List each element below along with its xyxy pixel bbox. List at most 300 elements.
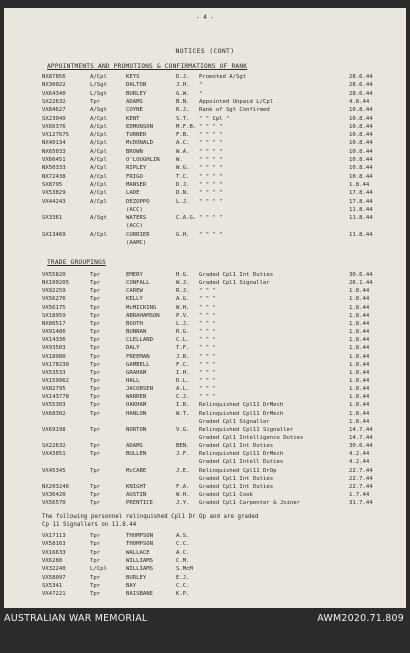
date: 1.8.44 xyxy=(349,296,370,303)
record-row xyxy=(4,541,406,548)
record-row xyxy=(4,419,406,426)
rank: Tpr xyxy=(90,443,101,450)
date: 10.8.44 xyxy=(349,115,373,122)
date: 1.8.44 xyxy=(349,312,370,319)
rank: Tpr xyxy=(90,492,101,499)
record-row xyxy=(4,280,406,287)
initials: A.S. xyxy=(176,533,190,539)
initials: A.C. xyxy=(176,140,190,147)
surname: KENT xyxy=(126,115,140,122)
service-number: VX45345 xyxy=(42,467,66,474)
description: Graded Cpl1 Int Duties xyxy=(199,483,274,490)
record-row xyxy=(4,272,406,279)
service-number: NX203246 xyxy=(42,483,69,490)
date: 1.8.44 xyxy=(349,181,370,188)
rank: Tpr xyxy=(90,98,101,105)
surname: FREEMAN xyxy=(126,353,150,360)
service-number: NX50333 xyxy=(42,165,66,172)
date: 1.8.44 xyxy=(349,304,370,311)
record-row xyxy=(4,124,406,131)
record-row xyxy=(4,157,406,164)
date: 1.8.44 xyxy=(349,369,370,376)
service-number: SX18959 xyxy=(42,312,66,319)
initials: M.F.B. xyxy=(176,123,197,130)
initials: F.A. xyxy=(176,483,190,490)
surname: MANSER xyxy=(126,181,147,188)
record-row xyxy=(4,386,406,393)
service-number: NX100205 xyxy=(42,280,69,287)
surname: (AAMC) xyxy=(126,240,147,246)
initials: K.P. xyxy=(176,591,190,598)
rank: A/Cpl xyxy=(90,74,107,80)
description: " " " " xyxy=(199,173,223,180)
description: " xyxy=(199,90,203,97)
service-number: VX178230 xyxy=(42,361,69,368)
description: " " " " xyxy=(199,231,223,238)
surname: LADE xyxy=(126,190,140,197)
record-row xyxy=(4,337,406,344)
rank: Tpr xyxy=(90,320,101,327)
description: Promoted A/Sgt xyxy=(199,74,247,80)
initials: C.L. xyxy=(176,337,190,344)
date: 30.6.44 xyxy=(349,443,373,450)
initials: C.J. xyxy=(176,394,190,401)
record-row xyxy=(4,321,406,328)
description: " " Cpl " xyxy=(199,115,230,122)
description: Graded Cpl1 Signaller xyxy=(199,280,270,287)
date: 1.8.44 xyxy=(349,377,370,384)
rank: A/Cpl xyxy=(90,148,107,155)
rank: Tpr xyxy=(90,288,101,295)
surname: WILLIAMS xyxy=(126,557,153,564)
rank: Tpr xyxy=(90,402,101,409)
surname: CLELLAND xyxy=(126,337,153,344)
date: 1.8.44 xyxy=(349,345,370,352)
rank: A/Cpl xyxy=(90,132,107,139)
date: 10.8.44 xyxy=(349,173,373,180)
rank: Tpr xyxy=(90,296,101,303)
initials: R.J. xyxy=(176,288,190,295)
record-row xyxy=(4,165,406,172)
surname: DALY xyxy=(126,345,140,352)
surname: HANLON xyxy=(126,410,147,417)
initials: L.J. xyxy=(176,198,190,205)
date: 22.7.44 xyxy=(349,467,373,474)
service-number: VX64340 xyxy=(42,90,66,97)
initials: W.H. xyxy=(176,304,190,311)
surname: ADAMS xyxy=(126,443,143,450)
surname: BAY xyxy=(126,582,137,589)
date: 14.7.44 xyxy=(349,435,373,441)
surname: BOOTH xyxy=(126,320,143,327)
initials: C.C. xyxy=(176,541,190,548)
page-title: NOTICES (CONT) xyxy=(175,47,235,55)
initials: D.L. xyxy=(176,377,190,384)
description: " " " " xyxy=(199,123,223,130)
initials: W.T. xyxy=(176,410,190,417)
rank: L/Sgt xyxy=(90,90,107,97)
record-row xyxy=(4,345,406,352)
date: 14.7.44 xyxy=(349,426,373,433)
record-row xyxy=(4,313,406,320)
rank: Tpr xyxy=(90,304,101,311)
service-number: NX87856 xyxy=(42,74,66,80)
description: " " " " xyxy=(199,132,223,139)
rank: A/Cpl xyxy=(90,123,107,130)
record-row xyxy=(4,394,406,401)
surname: GAMBELL xyxy=(126,361,150,368)
surname: (ACC) xyxy=(126,206,143,213)
surname: KELLY xyxy=(126,296,143,303)
surname: CONFALL xyxy=(126,280,150,287)
record-row xyxy=(4,140,406,147)
record-row xyxy=(4,240,406,247)
record-row xyxy=(4,190,406,197)
initials: V.G. xyxy=(176,426,190,433)
description: " " " xyxy=(199,377,216,384)
rank: Tpr xyxy=(90,574,101,581)
description: Relinquished Cpl11 DrMech xyxy=(199,410,284,417)
surname: GRAHAM xyxy=(126,369,147,376)
date: 22.7.44 xyxy=(349,483,373,490)
initials: E.J. xyxy=(176,574,190,581)
surname: KNIGHT xyxy=(126,483,147,490)
surname: WATERS xyxy=(126,215,147,222)
surname: COYNE xyxy=(126,107,143,114)
record-row xyxy=(4,99,406,106)
description: Graded Cpl1 Int Duties xyxy=(199,272,274,278)
initials: C.M. xyxy=(176,557,190,564)
record-row xyxy=(4,451,406,458)
record-row xyxy=(4,232,406,239)
initials: G.H. xyxy=(176,231,190,238)
date: 1.8.44 xyxy=(349,337,370,344)
rank: A/Cpl xyxy=(90,231,107,238)
initials: A.L. xyxy=(176,386,190,393)
description: " " " xyxy=(199,288,216,295)
date: 1.8.44 xyxy=(349,353,370,360)
rank: Tpr xyxy=(90,410,101,417)
description: " " " " xyxy=(199,157,223,163)
description: " " " " xyxy=(199,215,223,222)
initials: T.C. xyxy=(176,173,190,180)
date: 10.8.44 xyxy=(349,165,373,172)
record-row xyxy=(4,370,406,377)
initials: P.V. xyxy=(176,312,190,319)
surname: PRENTICE xyxy=(126,500,153,507)
record-row xyxy=(4,435,406,442)
description: " " " xyxy=(199,361,216,368)
record-row xyxy=(4,223,406,230)
description: " xyxy=(199,82,203,89)
initials: B.N. xyxy=(176,98,190,105)
date: 4.8.44 xyxy=(349,98,370,105)
date: 1.8.44 xyxy=(349,288,370,295)
surname: (ACC) xyxy=(126,223,143,230)
date: 10.8.44 xyxy=(349,148,373,155)
description: " " " " xyxy=(199,148,223,155)
initials: BEN. xyxy=(176,443,190,450)
initials: S.T. xyxy=(176,115,190,122)
initials: T.F. xyxy=(176,345,190,352)
rank: A/Sgt xyxy=(90,107,107,114)
rank: L/Sgt xyxy=(90,82,107,89)
date: 1.8.44 xyxy=(349,394,370,401)
date: 11.8.44 xyxy=(349,231,373,238)
description: " " " xyxy=(199,296,216,303)
initials: C.A.G. xyxy=(176,215,197,222)
service-number: VX32240 xyxy=(42,566,66,573)
surname: BUNNAN xyxy=(126,329,147,336)
date: 11.8.44 xyxy=(349,206,373,213)
initials: D.J. xyxy=(176,74,190,80)
rank: Tpr xyxy=(90,483,101,490)
date: 10.8.44 xyxy=(349,107,373,114)
record-row xyxy=(4,575,406,582)
service-number: VX18980 xyxy=(42,353,66,360)
initials: W. xyxy=(176,157,183,163)
record-row xyxy=(4,443,406,450)
record-row xyxy=(4,354,406,361)
description: Relinquished Cpl11 DrMech xyxy=(199,451,284,458)
service-number: VX91486 xyxy=(42,329,66,336)
service-number: VX36420 xyxy=(42,492,66,499)
surname: THOMPSON xyxy=(126,541,153,548)
rank: Tpr xyxy=(90,426,101,433)
date: 28.6.44 xyxy=(349,90,373,97)
service-number: VX92259 xyxy=(42,288,66,295)
caption-accession-number: AWM2020.71.809 xyxy=(317,613,404,624)
service-number: VX58097 xyxy=(42,574,66,581)
date: 31.7.44 xyxy=(349,500,373,507)
surname: WILLIAMS xyxy=(126,566,153,573)
description: Graded Cpl1 Signaller xyxy=(199,418,270,425)
service-number: NX30022 xyxy=(42,82,66,89)
surname: WALLACE xyxy=(126,549,150,556)
rank: Tpr xyxy=(90,541,101,548)
rank: Tpr xyxy=(90,280,101,287)
description: " " " xyxy=(199,312,216,319)
description: " " " " xyxy=(199,165,223,172)
service-number: VX56570 xyxy=(42,500,66,507)
rank: Tpr xyxy=(90,386,101,393)
record-row xyxy=(4,174,406,181)
surname: ADAMS xyxy=(126,98,143,105)
record-row xyxy=(4,296,406,303)
rank: A/Sgt xyxy=(90,215,107,222)
service-number: VX69198 xyxy=(42,426,66,433)
initials: F.B. xyxy=(176,132,190,139)
date: 10.8.44 xyxy=(349,157,373,163)
record-row xyxy=(4,199,406,206)
description: Graded Cpl1 Int Duties xyxy=(199,443,274,450)
rank: L/Cpl xyxy=(90,566,107,573)
date: 1.8.44 xyxy=(349,402,370,409)
record-row xyxy=(4,362,406,369)
description: " " " " xyxy=(199,181,223,188)
record-row xyxy=(4,550,406,557)
description: " " " " xyxy=(199,190,223,197)
record-row xyxy=(4,427,406,434)
rank: Tpr xyxy=(90,549,101,556)
document-page xyxy=(4,8,406,608)
description: " " " " xyxy=(199,140,223,147)
surname: OAKHAM xyxy=(126,402,147,409)
service-number: VX14336 xyxy=(42,337,66,344)
initials: L.J. xyxy=(176,320,190,327)
section-heading-trade-groupings: TRADE GROUPINGS xyxy=(47,259,106,266)
record-row xyxy=(4,476,406,483)
record-row xyxy=(4,132,406,139)
initials: J.F. xyxy=(176,451,190,458)
service-number: NX72438 xyxy=(42,173,66,180)
initials: D.N. xyxy=(176,190,190,197)
record-row xyxy=(4,402,406,409)
note-line-2: Cp 11 Signallers on 11.8.44 xyxy=(42,522,137,528)
service-number: VX159962 xyxy=(42,377,69,384)
date: 1.8.44 xyxy=(349,329,370,336)
service-number: VX143778 xyxy=(42,394,69,401)
rank: Tpr xyxy=(90,369,101,376)
initials: H.G. xyxy=(176,272,190,278)
service-number: VX16633 xyxy=(42,549,66,556)
service-number: VX55303 xyxy=(42,402,66,409)
surname: KEYS xyxy=(126,74,140,80)
service-number: VX66451 xyxy=(42,157,66,163)
initials: C.C. xyxy=(176,582,190,589)
date: 30.6.44 xyxy=(349,272,373,278)
rank: Tpr xyxy=(90,377,101,384)
service-number: VX53533 xyxy=(42,369,66,376)
service-number: VX55820 xyxy=(42,272,66,278)
record-row xyxy=(4,149,406,156)
rank: Tpr xyxy=(90,337,101,344)
date: 28.6.44 xyxy=(349,74,373,80)
surname: McMICKING xyxy=(126,304,157,311)
record-row xyxy=(4,591,406,598)
service-number: VX66376 xyxy=(42,123,66,130)
description: " " " xyxy=(199,320,216,327)
service-number: NX40134 xyxy=(42,140,66,147)
surname: BULLEN xyxy=(126,451,147,458)
service-number: VX127675 xyxy=(42,132,69,139)
surname: JACOBSEN xyxy=(126,386,153,393)
surname: EMERY xyxy=(126,272,143,278)
service-number: VX68302 xyxy=(42,410,66,417)
date: 1.8.44 xyxy=(349,320,370,327)
date: 17.8.44 xyxy=(349,198,373,205)
record-row xyxy=(4,492,406,499)
surname: BURLEY xyxy=(126,90,147,97)
description: " " " xyxy=(199,369,216,376)
initials: A.G. xyxy=(176,296,190,303)
description: " " " " xyxy=(199,198,223,205)
service-number: VX56175 xyxy=(42,304,66,311)
service-number: SX8795 xyxy=(42,181,63,188)
surname: DEZOPPO xyxy=(126,198,150,205)
record-row xyxy=(4,533,406,540)
record-row xyxy=(4,459,406,466)
description: Graded Cpl1 Cook xyxy=(199,492,253,499)
record-row xyxy=(4,378,406,385)
description: " " " xyxy=(199,394,216,401)
description: Graded Cpl1 Intell Duties xyxy=(199,459,284,466)
initials: S.McM xyxy=(176,566,193,573)
surname: THOMPSON xyxy=(126,533,153,539)
date: 1.8.44 xyxy=(349,361,370,368)
rank: A/Cpl xyxy=(90,165,107,172)
service-number: VX47221 xyxy=(42,591,66,598)
note-line-1: The following personnel relinquished Cpl1 Dr Op and are graded xyxy=(42,514,259,520)
description: Rank of Sgt Confirmed xyxy=(199,107,270,114)
date: 1.8.44 xyxy=(349,410,370,417)
record-row xyxy=(4,500,406,507)
initials: G.W. xyxy=(176,90,190,97)
surname: RIPLEY xyxy=(126,165,147,172)
surname: HALL xyxy=(126,377,140,384)
record-row xyxy=(4,74,406,81)
date: 11.8.44 xyxy=(349,215,373,222)
record-row xyxy=(4,182,406,189)
rank: Tpr xyxy=(90,345,101,352)
service-number: SX23049 xyxy=(42,115,66,122)
description: " " " xyxy=(199,329,216,336)
page-number: - 4 - xyxy=(195,14,215,21)
service-number: SX5341 xyxy=(42,582,63,589)
rank: Tpr xyxy=(90,533,101,539)
service-number: VX93503 xyxy=(42,345,66,352)
service-number: VX17113 xyxy=(42,533,66,539)
initials: R.G. xyxy=(176,329,190,336)
description: Graded Cpl1 Int Duties xyxy=(199,475,274,482)
record-row xyxy=(4,215,406,222)
date: 10.8.44 xyxy=(349,140,373,147)
rank: A/Cpl xyxy=(90,115,107,122)
section-heading-appointments: APPOINTMENTS AND PROMOTIONS & CONFIRMATIONS OF RANK xyxy=(47,63,248,70)
rank: Tpr xyxy=(90,312,101,319)
initials: W.A. xyxy=(176,148,190,155)
date: 10.8.44 xyxy=(349,123,373,130)
initials: A.C. xyxy=(176,549,190,556)
surname: WARREN xyxy=(126,394,147,401)
surname: BAISBANE xyxy=(126,591,153,598)
description: Graded Cpl1 Carpenter & Joiner xyxy=(199,500,301,507)
initials: F.C. xyxy=(176,361,190,368)
rank: A/Cpl xyxy=(90,198,107,205)
description: " " " xyxy=(199,345,216,352)
service-number: NX65033 xyxy=(42,148,66,155)
initials: I.H. xyxy=(176,369,190,376)
date: 17.8.44 xyxy=(349,190,373,197)
record-row xyxy=(4,116,406,123)
service-number: NX80517 xyxy=(42,320,66,327)
date: 4.2.44 xyxy=(349,451,370,458)
description: Graded Cpl1 Intelligence Duties xyxy=(199,435,304,441)
rank: Tpr xyxy=(90,582,101,589)
service-number: VX53829 xyxy=(42,190,66,197)
initials: W.G. xyxy=(176,165,190,172)
surname: O'LOUGHLIN xyxy=(126,157,160,163)
description: " " " xyxy=(199,304,216,311)
surname: BURLEY xyxy=(126,574,147,581)
service-number: VX6288 xyxy=(42,557,63,564)
description: " " " xyxy=(199,386,216,393)
description: Appointed Unpaid L/Cpl xyxy=(199,98,274,105)
rank: Tpr xyxy=(90,394,101,401)
caption-source: AUSTRALIAN WAR MEMORIAL xyxy=(4,613,148,624)
date: 22.7.44 xyxy=(349,475,373,482)
service-number: VX44243 xyxy=(42,198,66,205)
